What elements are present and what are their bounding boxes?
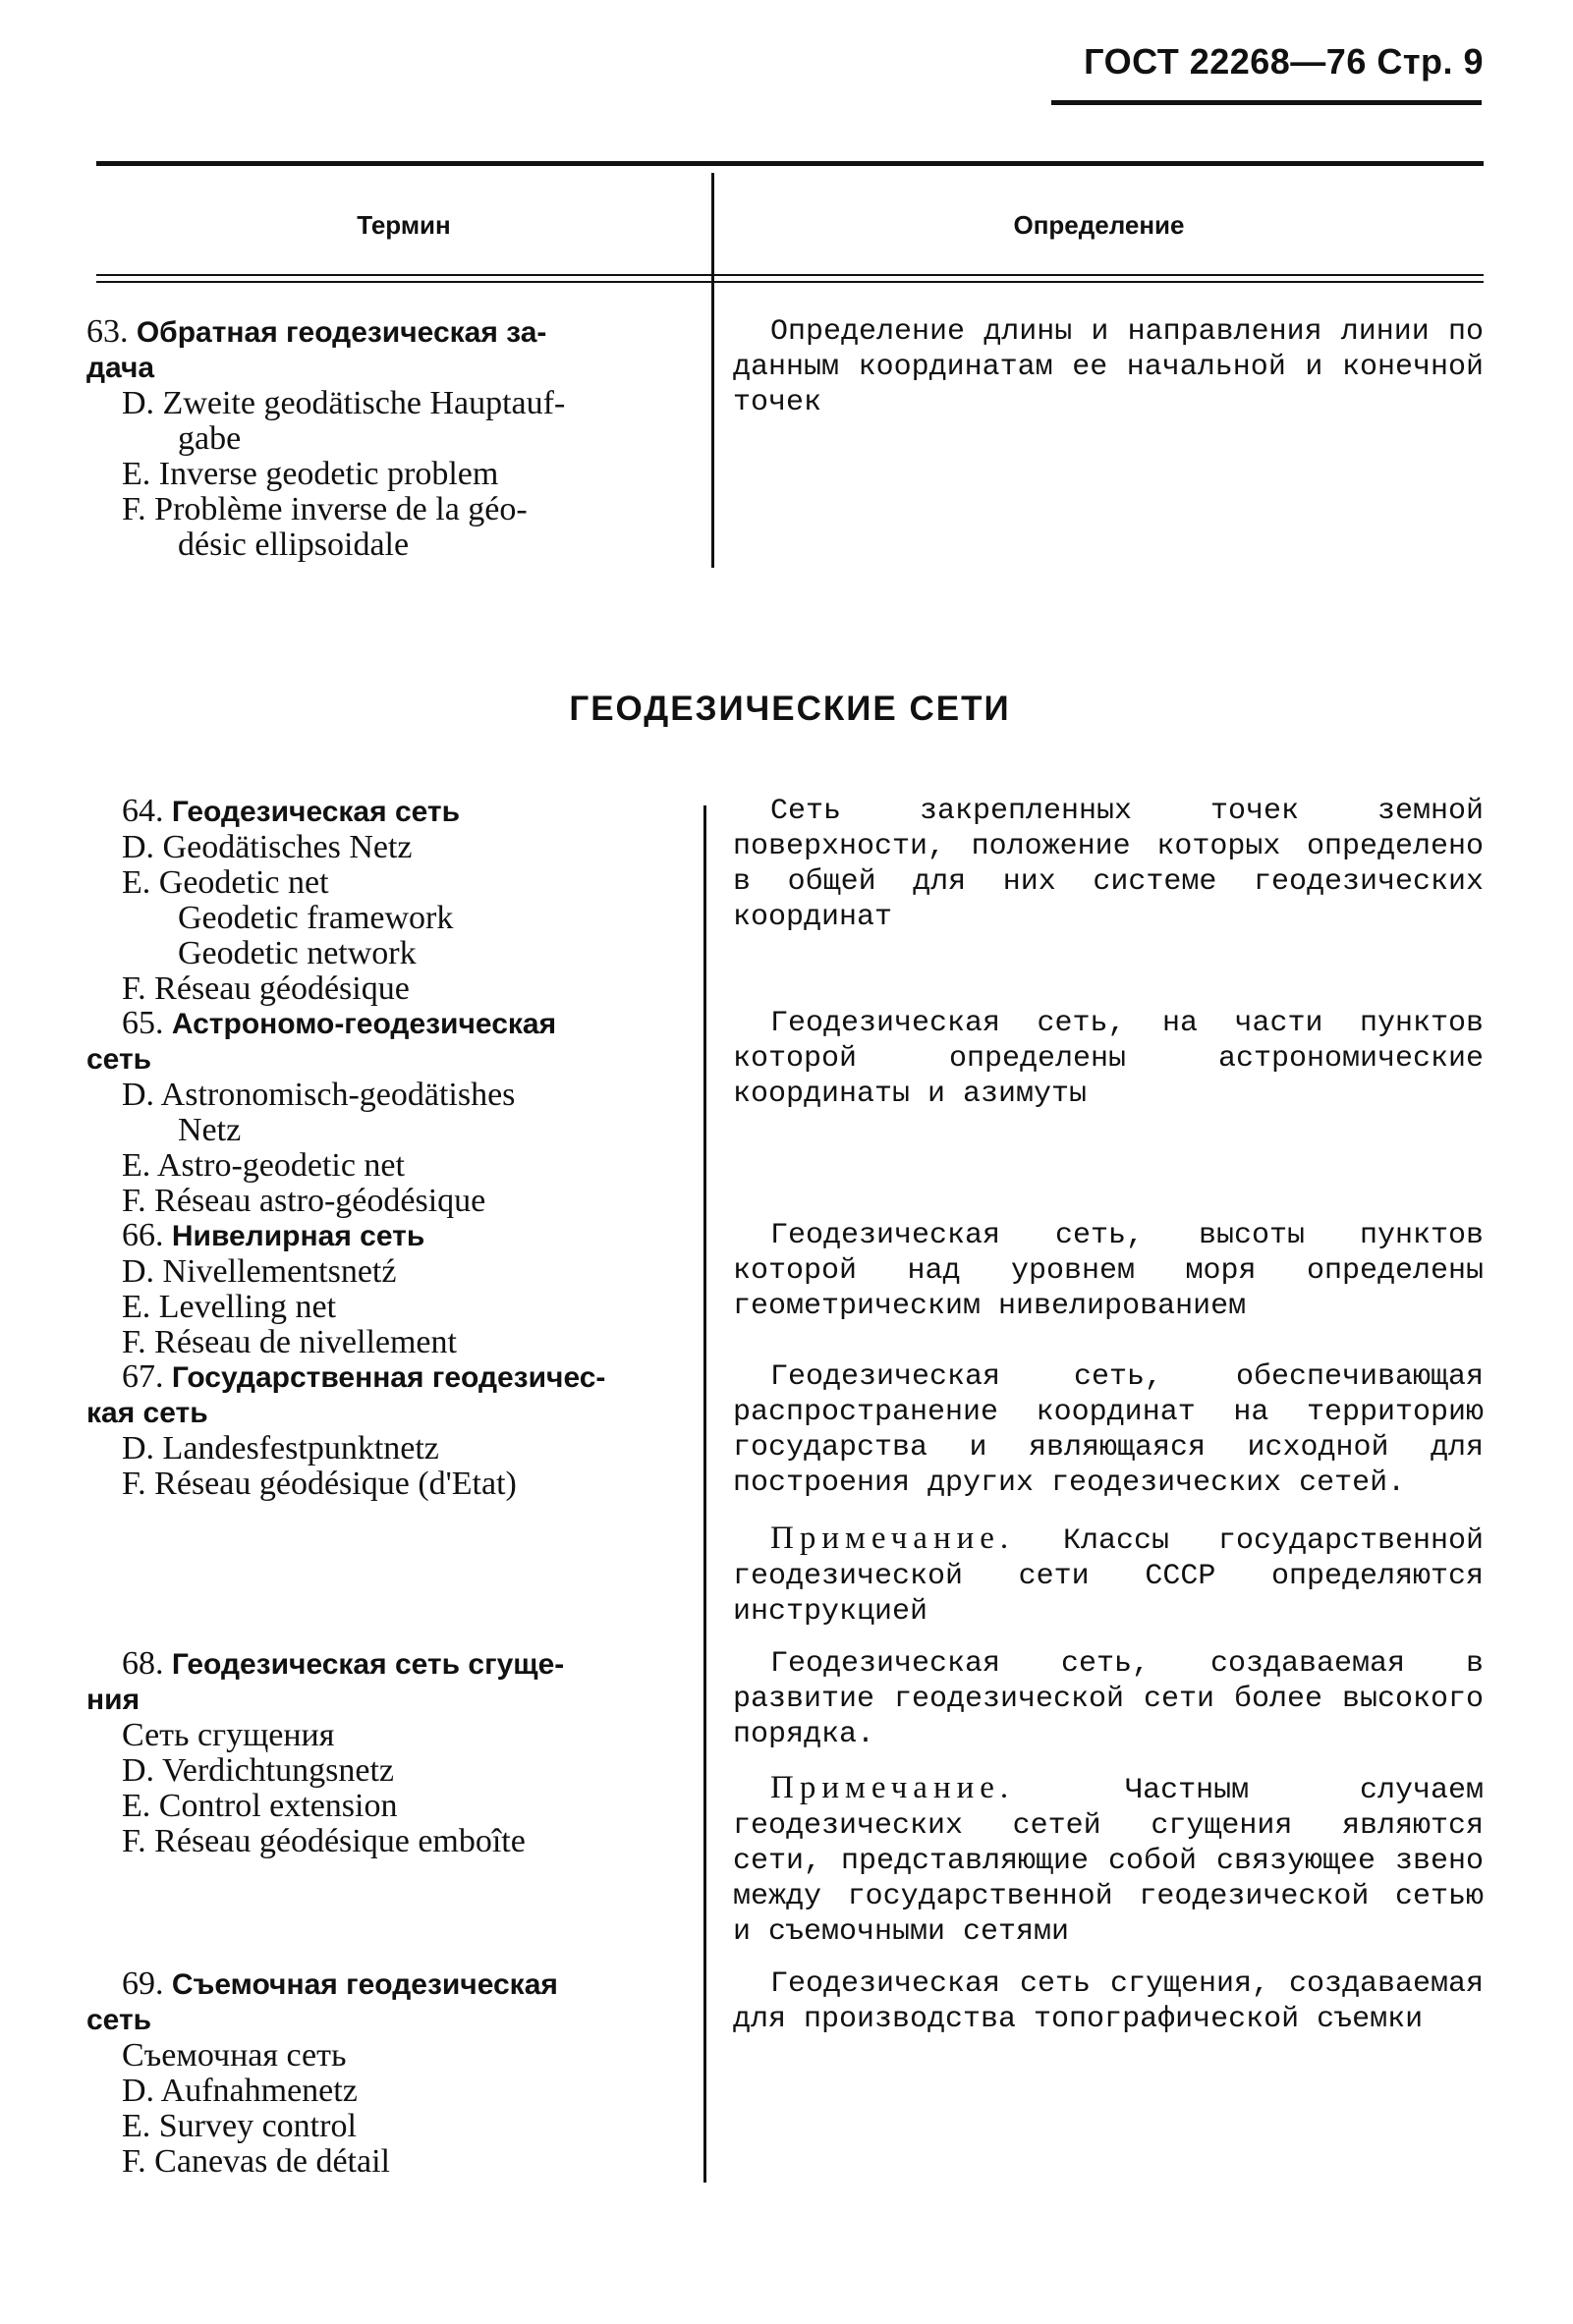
definition-column-header: Определение — [1013, 210, 1185, 240]
column-divider-bottom — [703, 805, 706, 2183]
german-equivalent: D. Geodätisches Netz — [122, 829, 413, 865]
english-equivalent-alt: Geodetic framework — [178, 900, 454, 936]
french-equivalent: F. Problème inverse de la géo- — [122, 491, 528, 527]
german-equivalent: D. Aufnahmenetz — [122, 2073, 358, 2109]
german-equivalent-cont: gabe — [178, 420, 242, 457]
definition-64: Сеть закрепленных точек земной поверхности, положение которых определено в общей для них системе геодезических координат — [733, 795, 1484, 934]
term-heading: 66. Нивелирная сеть — [122, 1217, 425, 1253]
german-equivalent: D. Nivellementsnetź — [122, 1253, 397, 1290]
synonym: Сеть сгущения — [122, 1717, 335, 1753]
english-equivalent: E. Control extension — [122, 1788, 398, 1824]
english-equivalent: E. Inverse geodetic problem — [122, 456, 499, 492]
note-text: Частным случаем геодезических сетей сгущения являются сети, представляющие собой связующее звено между государственной геодезической сетью и съемочными сетями — [733, 1774, 1484, 1949]
french-equivalent-cont: désic ellipsoidale — [178, 526, 410, 563]
french-equivalent: F. Réseau astro-géodésique — [122, 1183, 486, 1219]
english-equivalent-alt-2: Geodetic network — [178, 935, 417, 971]
definition-65: Геодезическая сеть, на части пунктов которой определены астрономические координаты и азимуты — [733, 1007, 1484, 1111]
term-heading-cont: сеть — [86, 2004, 152, 2036]
german-equivalent: D. Astronomisch-geodätishes — [122, 1077, 516, 1113]
header-separator-rule — [96, 274, 1484, 276]
synonym: Съемочная сеть — [122, 2037, 347, 2074]
note-text: Классы государственной геодезической сети СССР определяются инструкцией — [733, 1524, 1484, 1629]
french-equivalent: F. Réseau géodésique — [122, 970, 410, 1007]
english-equivalent: E. Geodetic net — [122, 864, 329, 901]
note-label: Примечание. — [770, 1770, 1015, 1805]
term-heading: 64. Геодезическая сеть — [122, 793, 461, 829]
french-equivalent: F. Réseau géodésique (d'Etat) — [122, 1466, 517, 1502]
term-entry-68 — [86, 1646, 680, 1859]
term-heading-cont: сеть — [86, 1043, 152, 1076]
column-divider-top — [711, 173, 714, 568]
term-heading-cont: дача — [86, 352, 155, 384]
definition-67: Геодезическая сеть, обеспечивающая распространение координат на территорию государства и являющаяся исходной для построения других геодезических сетей. — [733, 1360, 1484, 1500]
french-equivalent: F. Réseau géodésique emboîte — [122, 1823, 526, 1859]
term-column-header: Термин — [357, 210, 451, 240]
term-entry-66 — [86, 1218, 680, 1360]
header-separator-rule-2 — [96, 281, 1484, 283]
term-heading: 63. Обратная геодезическая за- — [86, 313, 547, 350]
term-heading: 68. Геодезическая сеть сгуще- — [122, 1645, 565, 1682]
definition-69: Геодезическая сеть сгущения, создаваемая для производства топографической съемки — [733, 1967, 1484, 2036]
definition-66: Геодезическая сеть, высоты пунктов которой над уровнем моря определены геометрическим нивелированием — [733, 1219, 1484, 1323]
note-67 — [733, 1521, 1484, 1630]
english-equivalent: E. Levelling net — [122, 1289, 337, 1325]
german-equivalent-cont: Netz — [178, 1112, 242, 1148]
table-top-rule — [96, 161, 1484, 166]
term-entry-65 — [86, 1006, 680, 1219]
section-title: ГЕОДЕЗИЧЕСКИЕ СЕТИ — [569, 690, 1011, 728]
term-heading: 69. Съемочная геодезическая — [122, 1965, 558, 2002]
header-rule — [1051, 100, 1482, 105]
term-entry-63 — [86, 314, 680, 563]
page-header: ГОСТ 22268—76 Стр. 9 — [1084, 41, 1484, 82]
term-entry-64 — [86, 794, 680, 1007]
english-equivalent: E. Astro-geodetic net — [122, 1147, 405, 1184]
german-equivalent: D. Zweite geodätische Hauptauf- — [122, 385, 566, 421]
term-entry-69 — [86, 1966, 680, 2180]
french-equivalent: F. Réseau de nivellement — [122, 1324, 457, 1360]
french-equivalent: F. Canevas de détail — [122, 2143, 390, 2180]
note-68 — [733, 1770, 1484, 1950]
definition-68: Геодезическая сеть, создаваемая в развитие геодезической сети более высокого порядка. — [733, 1647, 1484, 1751]
term-heading-cont: ния — [86, 1684, 140, 1716]
german-equivalent: D. Landesfestpunktnetz — [122, 1430, 439, 1466]
term-entry-67 — [86, 1359, 680, 1502]
term-heading: 67. Государственная геодезичес- — [122, 1358, 606, 1395]
german-equivalent: D. Verdichtungsnetz — [122, 1752, 394, 1789]
term-heading-cont: кая сеть — [86, 1397, 208, 1429]
note-label: Примечание. — [770, 1521, 1015, 1556]
english-equivalent: E. Survey control — [122, 2108, 357, 2144]
definition-63: Определение длины и направления линии по данным координатам ее начальной и конечной точек — [733, 315, 1484, 419]
term-heading: 65. Астрономо-геодезическая — [122, 1005, 557, 1041]
